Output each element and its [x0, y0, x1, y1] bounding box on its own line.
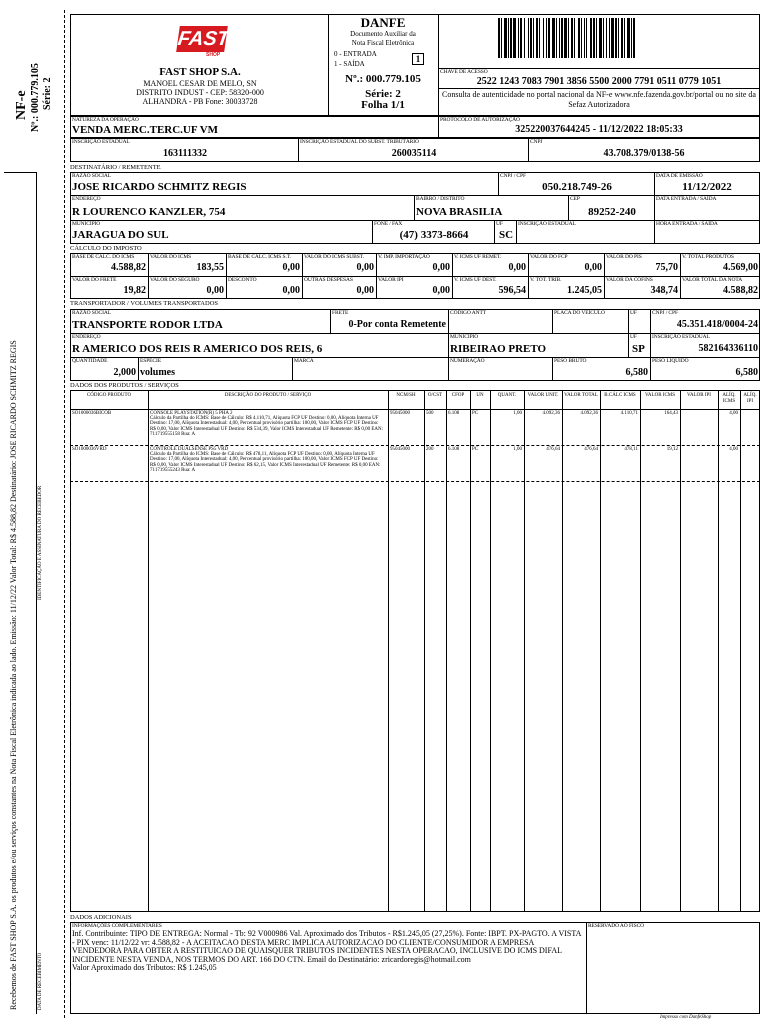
- emission-label: DATA DE EMISSÃO: [656, 173, 703, 179]
- carrier-name-value: TRANSPORTE RODOR LTDA: [72, 319, 223, 331]
- danfe-series: Série: 2: [365, 88, 401, 100]
- net-weight-label: PESO LÍQUIDO: [652, 358, 689, 364]
- issuer-name: FAST SHOP S.A.: [159, 66, 241, 78]
- column-header: VALOR TOTAL: [564, 393, 598, 398]
- entry-date-label: DATA ENTRADA / SAÍDA: [656, 196, 717, 202]
- cell-un: PC: [472, 447, 479, 452]
- gross-weight-label: PESO BRUTO: [554, 358, 587, 364]
- cell-ncm: 95045000: [390, 411, 410, 416]
- tax-label: VALOR DO SEGURO: [150, 277, 200, 283]
- net-weight-value: 6,580: [735, 367, 758, 378]
- tax-label: V. TOT. TRIB.: [530, 277, 562, 283]
- recipient-phone-label: FONE / FAX: [374, 221, 403, 227]
- recipient-name-label: RAZÃO SOCIAL: [72, 173, 111, 179]
- danfe-type-box: 1: [412, 53, 424, 65]
- carrier-uf2-value: SP: [632, 343, 645, 355]
- receipt-nfe-title: NF-e: [14, 90, 29, 120]
- ie-st-value: 260035114: [391, 148, 437, 159]
- carrier-uf2-label: UF: [630, 334, 637, 340]
- cell-icms: 19,12: [666, 447, 678, 452]
- tax-value: 0,00: [584, 262, 602, 273]
- cell-un: PC: [472, 411, 479, 416]
- tax-label: V. IMP. IMPORTAÇÃO: [378, 254, 430, 260]
- danfe-title: DANFE: [360, 15, 406, 30]
- qty-label: QUANTIDADE: [72, 358, 108, 364]
- column-header: VALOR IPI: [687, 393, 711, 398]
- nature-label: NATUREZA DA OPERAÇÃO: [72, 117, 139, 123]
- species-label: ESPÉCIE: [140, 358, 161, 364]
- recipient-city-value: JARAGUA DO SUL: [72, 229, 169, 241]
- reserved-label: RESERVADO AO FISCO: [588, 923, 645, 929]
- tax-value: 75,70: [655, 262, 678, 273]
- recipient-uf-value: SC: [498, 229, 514, 241]
- tax-label: VALOR DO PIS: [606, 254, 642, 260]
- carrier-ie-value: 582164336110: [698, 343, 758, 354]
- ie-label: INSCRIÇÃO ESTADUAL: [72, 139, 130, 145]
- column-header: B.CÁLC ICMS: [604, 393, 636, 398]
- tax-label: DESCONTO: [228, 277, 257, 283]
- cell-code: SO1000036BICOB: [72, 411, 112, 416]
- additional-section: DADOS ADICIONAIS: [70, 914, 132, 921]
- ie-value: 163111332: [163, 148, 207, 159]
- tax-value: 183,55: [196, 262, 224, 273]
- access-key-value: 2522 1243 7083 7901 3856 5500 2000 7791 0511 0779 1051: [476, 76, 722, 87]
- tax-label: VALOR DA COFINS: [606, 277, 653, 283]
- cell-unit: 4.092,36: [542, 411, 560, 416]
- carrier-cnpj-value: 45.351.418/0004-24: [676, 319, 758, 330]
- carrier-uf-label: UF: [630, 310, 637, 316]
- recipient-district-value: NOVA BRASILIA: [416, 206, 503, 218]
- tax-value: 0,00: [432, 262, 450, 273]
- tax-label: VALOR DO FRETE: [72, 277, 117, 283]
- recipient-uf-label: UF: [496, 221, 503, 227]
- tax-label: BASE DE CÁLC. ICMS S.T.: [228, 254, 291, 260]
- tax-label: V. ICMS UF DEST.: [454, 277, 497, 283]
- tax-section: CÁLCULO DO IMPOSTO: [70, 245, 142, 252]
- tax-value: 0,00: [356, 262, 374, 273]
- danfe-number: Nº.: 000.779.105: [345, 73, 421, 85]
- receipt-signature-label: IDENTIFICAÇÃO E ASSINATURA DO RECEBEDOR: [38, 485, 43, 600]
- carrier-address-value: R AMERICO DOS REIS R AMERICO DOS REIS, 6: [72, 343, 323, 355]
- recipient-phone-value: (47) 3373-8664: [399, 229, 469, 241]
- receipt-nfe-number: Nº.: 000.779.105: [30, 63, 41, 132]
- cell-aliq-icms: 4,00: [729, 411, 738, 416]
- ie-st-label: INSCRIÇÃO ESTADUAL DO SUBST. TRIBUTÁRIO: [300, 139, 419, 145]
- cnpj-label: CNPJ: [530, 139, 543, 145]
- danfe-sheet: Folha 1/1: [361, 99, 405, 111]
- cell-qty: 1,00: [513, 411, 522, 416]
- info-text: Inf. Contribuinte: TIPO DE ENTREGA: Normal - Tb: 92 V000986 Val. Aproximado dos Tributos - R$1.245,05 (27,25%). Fonte: IBPT. PX-PAGTO. A VISTA - PIX venc: 11/12/22 vr: 4.588,82 - A ACEITACAO DESTA MERC IMPLICA AUTORIZACAO DO CLIENTE/CONSUMIDOR A EMPRESA VENDEDORA PARA OBTER A RESTITUICAO DE QUAISQUER TRIBUTOS INCIDENTES NESTA OPERACAO, INCLUSIVE DO ICMS DIFAL INCIDENTE NESTA VENDA, NOS TERMOS DO ART. 166 DO CTN. Email do Destinatário: zricardoregis@hotmail.com Valor Aproximado dos Tributos: R$ 1.245,05: [72, 929, 581, 973]
- transport-section: TRANSPORTADOR / VOLUMES TRANSPORTADOS: [70, 300, 219, 307]
- plate-label: PLACA DO VEÍCULO: [554, 310, 605, 316]
- cell-desc: CONTROLE DUALSENSE PS5 VRD Cálculo da Partilha do ICMS: Base de Cálculo: R$ 478,11, Alíquota FCP UF Destino: 0,00, Alíquota Interna UF Destino: 17,00, Alíquota Interestadual: 4,00, Percentual provisório partilha: 100,00, Valor ICMS FCP UF Destino: R$ 0,00, Valor ICMS Interestadual UF Destino: R$ 62,15, Valor ICMS Interestadual UF Remetente: R$ 0,00 EAN: 711719555243 Rua: A: [150, 447, 381, 473]
- nature-value: VENDA MERC.TERC.UF VM: [72, 124, 219, 136]
- tax-value: 0,00: [282, 262, 300, 273]
- access-key-consult: Consulta de autenticidade no portal nacional da NF-e www.nfe.fazenda.gov.br/portal ou no site da Sefaz Autorizadora: [442, 90, 756, 109]
- column-header: VALOR UNIT.: [527, 393, 559, 398]
- recipient-district-label: BAIRRO / DISTRITO: [416, 196, 465, 202]
- issuer-address-2: DISTRITO INDUST - CEP: 58320-000: [136, 88, 264, 97]
- tax-value: 348,74: [650, 285, 678, 296]
- entry-time-label: HORA ENTRADA / SAÍDA: [656, 221, 718, 227]
- cnpj-value: 43.708.379/0138-56: [603, 148, 685, 159]
- tax-value: 4.588,82: [111, 262, 146, 273]
- receipt-nfe-series: Série: 2: [42, 77, 53, 110]
- receipt-date-label: DATA DE RECEBIMENTO: [38, 952, 43, 1010]
- issuer-address-3: ALHANDRA - PB Fone: 30033728: [142, 97, 258, 106]
- danfe-entrada: 0 - ENTRADA: [334, 50, 377, 58]
- tax-label: VALOR DO ICMS: [150, 254, 192, 260]
- tax-value: 0,00: [206, 285, 224, 296]
- column-header: ALÍQ. ICMS: [722, 393, 736, 404]
- tax-value: 0,00: [508, 262, 526, 273]
- tax-label: V. TOTAL PRODUTOS: [682, 254, 734, 260]
- barcode: [498, 18, 710, 58]
- tax-label: VALOR DO FCP: [530, 254, 568, 260]
- brand-label: MARCA: [294, 358, 314, 364]
- cell-aliq-icms: 4,00: [729, 447, 738, 452]
- tax-value: 19,82: [123, 285, 146, 296]
- tax-label: VALOR TOTAL DA NOTA: [682, 277, 743, 283]
- cell-bc: 4.110,71: [620, 411, 638, 416]
- access-key-label: CHAVE DE ACESSO: [440, 69, 488, 75]
- recipient-city-label: MUNICÍPIO: [72, 221, 101, 227]
- emission-value: 11/12/2022: [682, 181, 732, 193]
- column-header: DESCRIÇÃO DO PRODUTO / SERVIÇO: [224, 393, 312, 398]
- cell-bc: 478,11: [624, 447, 638, 452]
- products-section: DADOS DOS PRODUTOS / SERVIÇOS: [70, 382, 179, 389]
- danfe-subtitle-1: Documento Auxiliar da: [350, 30, 416, 38]
- protocol-label: PROTOCOLO DE AUTORIZAÇÃO: [440, 117, 520, 123]
- tax-value: 4.569,00: [723, 262, 758, 273]
- tax-value: 1.245,05: [567, 285, 602, 296]
- cell-icms: 164,43: [664, 411, 678, 416]
- antt-label: CÓDIGO ANTT: [450, 310, 487, 316]
- logo-text: FAST: [176, 28, 231, 50]
- freight-label: FRETE: [332, 310, 349, 316]
- cell-cfop: 6.108: [448, 447, 460, 452]
- carrier-city-label: MUNICÍPIO: [450, 334, 479, 340]
- carrier-name-label: RAZÃO SOCIAL: [72, 310, 111, 316]
- footer-note: Impresso com DanfeShop: [660, 1015, 712, 1020]
- column-header: QUANT.: [497, 393, 517, 398]
- recipient-cnpj-value: 050.218.749-26: [542, 181, 612, 193]
- carrier-ie-label: INSCRIÇÃO ESTADUAL: [652, 334, 710, 340]
- column-header: UN: [476, 393, 484, 398]
- cell-desc: CONSOLE PLAYSTATION(R) 5 PHA 2 Cálculo da Partilha do ICMS: Base de Cálculo: R$ 4.110,71, Alíquota FCP UF Destino: 0,00, Alíquota Interna UF Destino: 17,00, Alíquota Interestadual: 4,00, Percentual provisório partilha: 100,00, Valor ICMS FCP UF Destino: R$ 0,00, Valor ICMS Interestadual UF Destino: R$ 534,39, Valor ICMS Interestadual UF Remetente: R$ 0,00 EAN: 711719555158 Rua: A: [150, 411, 383, 437]
- qty-value: 2,000: [113, 367, 136, 378]
- column-header: CFOP: [451, 393, 465, 398]
- cell-cst: 500: [426, 411, 434, 416]
- info-label: INFORMAÇÕES COMPLEMENTARES: [72, 923, 162, 929]
- cell-qty: 1,00: [513, 447, 522, 452]
- cell-cst: 200: [426, 447, 434, 452]
- issuer-logo: [176, 26, 231, 60]
- cell-cfop: 6.108: [448, 411, 460, 416]
- recipient-cep-label: CEP: [570, 196, 580, 202]
- freight-value: 0-Por conta Remetente: [348, 319, 446, 330]
- tax-value: 596,54: [498, 285, 526, 296]
- recipient-cep-value: 89252-240: [588, 206, 636, 218]
- danfe-subtitle-2: Nota Fiscal Eletrônica: [351, 39, 415, 47]
- tax-label: BASE DE CÁLC. DO ICMS: [72, 254, 135, 260]
- tax-value: 4.588,82: [723, 285, 758, 296]
- column-header: CÓDIGO PRODUTO: [86, 393, 132, 398]
- recipient-address-value: R LOURENCO KANZLER, 754: [72, 206, 226, 218]
- cell-ncm: 95045000: [390, 447, 410, 452]
- cell-unit: 476,64: [546, 447, 560, 452]
- logo-sub: SHOP: [206, 52, 221, 58]
- tax-label: VALOR IPI: [378, 277, 404, 283]
- column-header: O/CST: [427, 393, 443, 398]
- tax-value: 0,00: [432, 285, 450, 296]
- receipt-declaration: Recebemos de FAST SHOP S.A. os produtos e/ou serviços constantes na Nota Fiscal Eletrônica indicada ao lado. Emissão: 11/12/22 Valor Total: R$ 4.588,82 Destinatário: JOSE RICARDO SCHMITZ REGIS: [9, 340, 18, 1010]
- column-header: ALÍQ. IPI: [743, 393, 757, 404]
- recipient-address-label: ENDEREÇO: [72, 196, 101, 202]
- protocol-value: 325220037644245 - 11/12/2022 18:05:33: [515, 124, 683, 135]
- recipient-name-value: JOSE RICARDO SCHMITZ REGIS: [72, 181, 247, 193]
- species-value: volumes: [140, 367, 175, 378]
- gross-weight-value: 6,580: [625, 367, 648, 378]
- recipient-ie-label: INSCRIÇÃO ESTADUAL: [518, 221, 576, 227]
- cell-code: SO1000036VRD: [72, 447, 107, 452]
- cell-total: 476,64: [584, 447, 598, 452]
- cell-total: 4.092,36: [580, 411, 598, 416]
- issuer-address-1: MANOEL CESAR DE MELO, SN: [143, 79, 257, 88]
- column-header: VALOR ICMS: [644, 393, 676, 398]
- column-header: NCM/SH: [396, 393, 416, 398]
- barcode-bar: [635, 18, 636, 58]
- tax-label: OUTRAS DESPESAS: [304, 277, 353, 283]
- carrier-cnpj-label: CNPJ / CPF: [652, 310, 678, 316]
- carrier-city-value: RIBEIRAO PRETO: [450, 343, 547, 355]
- carrier-address-label: ENDEREÇO: [72, 334, 101, 340]
- tax-label: VALOR DO ICMS SUBST.: [304, 254, 364, 260]
- tax-label: V. ICMS UF REMET.: [454, 254, 502, 260]
- numbering-label: NUMERAÇÃO: [450, 358, 485, 364]
- recipient-section: DESTINATÁRIO / REMETENTE: [70, 164, 161, 171]
- danfe-saida: 1 - SAÍDA: [334, 60, 365, 68]
- tax-value: 0,00: [356, 285, 374, 296]
- tax-value: 0,00: [282, 285, 300, 296]
- recipient-cnpj-label: CNPJ / CPF: [500, 173, 526, 179]
